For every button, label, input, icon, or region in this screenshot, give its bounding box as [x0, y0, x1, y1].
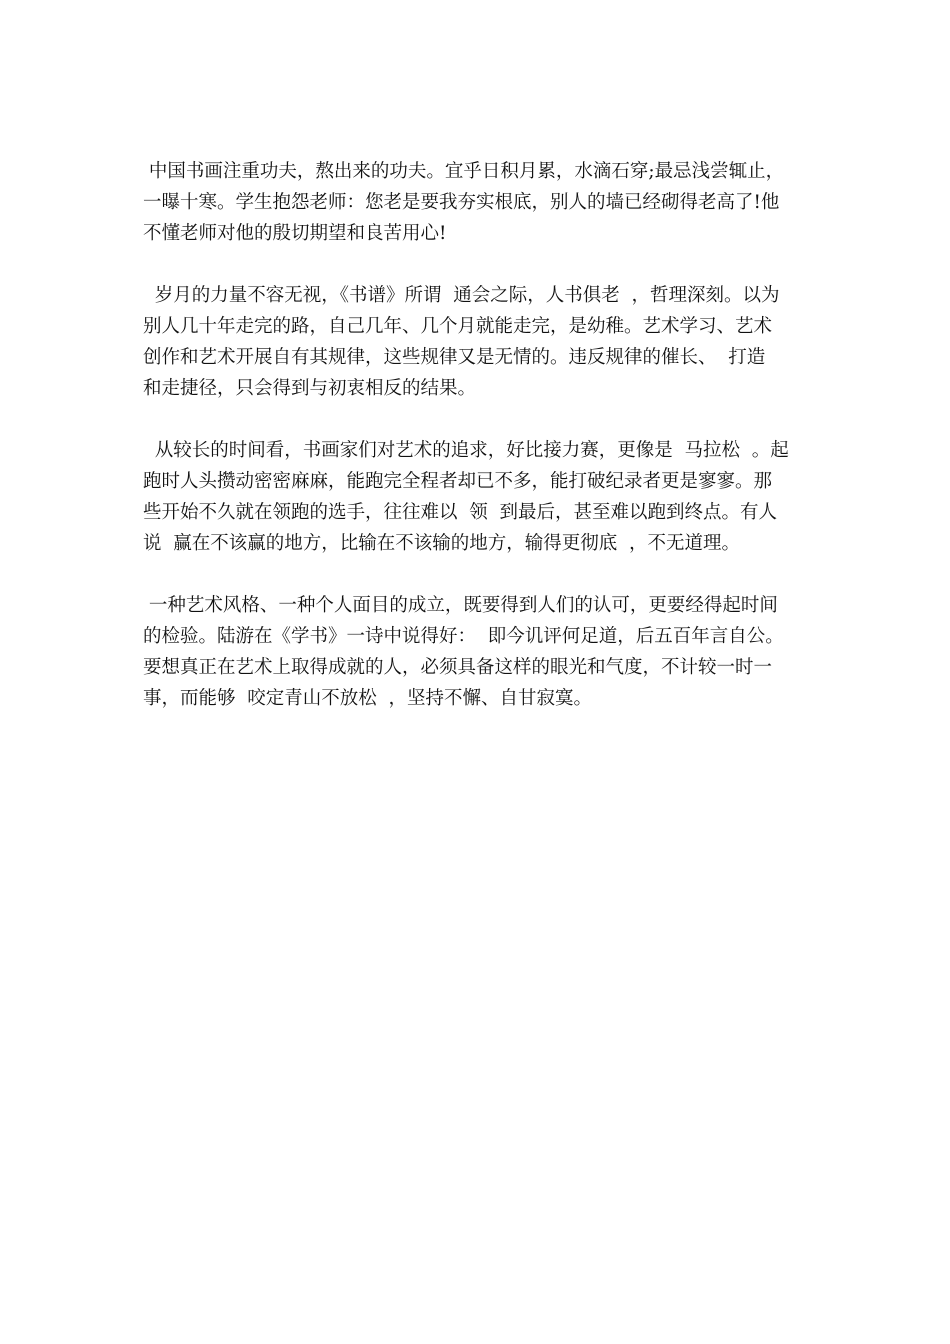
text-line: 岁月的力量不容无视，《书谱》所谓 通会之际，人书俱老 ，哲理深刻。以为: [143, 285, 780, 306]
text-line: 的检验。陆游在《学书》一诗中说得好： 即今讥评何足道，后五百年言自公。: [143, 626, 784, 647]
paragraph-1: [143, 156, 807, 249]
paragraph-4: [143, 590, 807, 714]
text-line: 事，而能够 咬定青山不放松 ，坚持不懈、自甘寂寞。: [143, 688, 593, 709]
text-line: 中国书画注重功夫，熬出来的功夫。宜乎日积月累，水滴石穿;最忌浅尝辄止，: [143, 161, 785, 182]
text-line: 一种艺术风格、一种个人面目的成立，既要得到人们的认可，更要经得起时间: [143, 595, 778, 616]
text-line: 要想真正在艺术上取得成就的人，必须具备这样的眼光和气度，不计较一时一: [143, 657, 773, 678]
text-line: 和走捷径，只会得到与初衷相反的结果。: [143, 378, 477, 399]
text-line: 说 赢在不该赢的地方，比输在不该输的地方，输得更彻底 ，不无道理。: [143, 533, 741, 554]
text-line: 一曝十寒。学生抱怨老师：您老是要我夯实根底，别人的墙已经砌得老高了!他: [143, 192, 780, 213]
document-body: [143, 156, 807, 745]
text-line: 别人几十年走完的路，自己几年、几个月就能走完，是幼稚。艺术学习、艺术: [143, 316, 773, 337]
paragraph-2: [143, 280, 807, 404]
text-line: 从较长的时间看，书画家们对艺术的追求，好比接力赛，更像是 马拉松 。起: [143, 440, 789, 461]
paragraph-3: [143, 435, 807, 559]
text-line: 不懂老师对他的殷切期望和良苦用心!: [143, 223, 447, 244]
text-line: 跑时人头攒动密密麻麻，能跑完全程者却已不多，能打破纪录者更是寥寥。那: [143, 471, 773, 492]
text-line: 创作和艺术开展自有其规律，这些规律又是无情的。违反规律的催长、 打造: [143, 347, 766, 368]
text-line: 些开始不久就在领跑的选手，往往难以 领 到最后，甚至难以跑到终点。有人: [143, 502, 778, 523]
